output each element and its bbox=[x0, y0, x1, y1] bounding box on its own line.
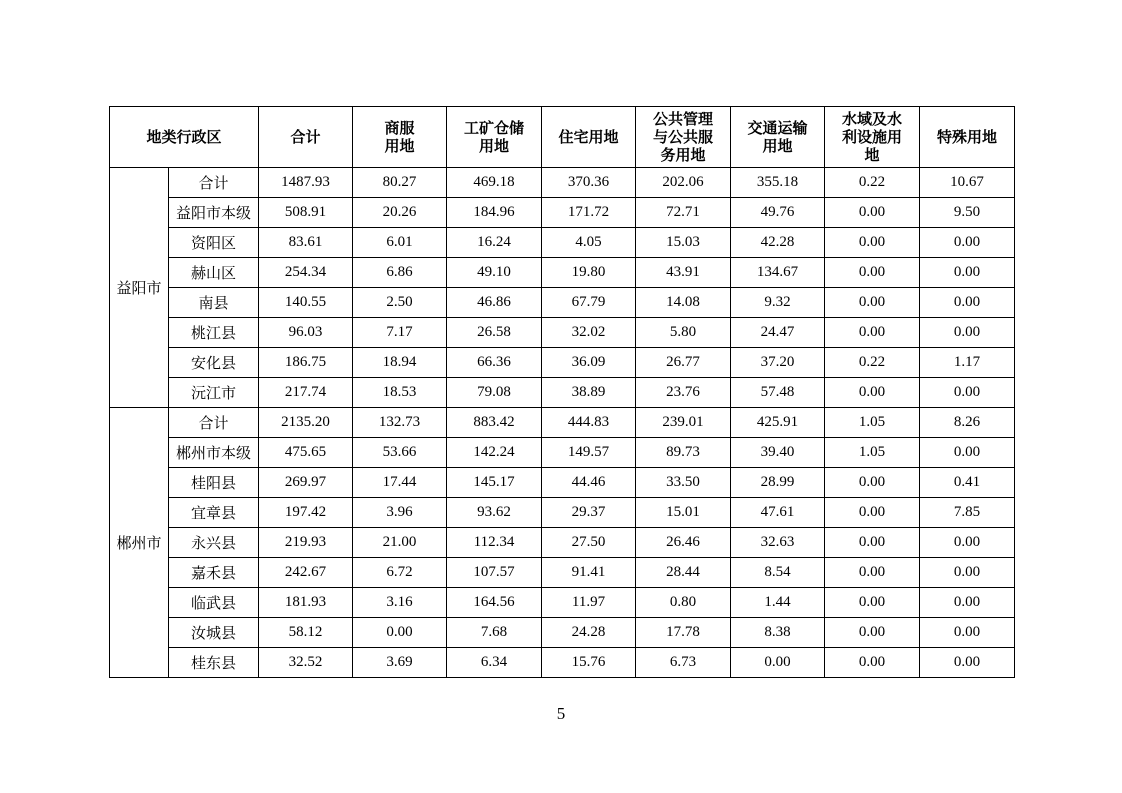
value-cell: 1.44 bbox=[731, 588, 825, 618]
value-cell: 28.99 bbox=[731, 468, 825, 498]
value-cell: 6.72 bbox=[353, 558, 447, 588]
district-cell: 宜章县 bbox=[169, 498, 259, 528]
value-cell: 883.42 bbox=[447, 408, 542, 438]
value-cell: 444.83 bbox=[542, 408, 636, 438]
district-cell: 汝城县 bbox=[169, 618, 259, 648]
value-cell: 184.96 bbox=[447, 198, 542, 228]
value-cell: 0.00 bbox=[920, 318, 1015, 348]
value-cell: 0.00 bbox=[825, 258, 920, 288]
district-cell: 沅江市 bbox=[169, 378, 259, 408]
value-cell: 0.00 bbox=[920, 648, 1015, 678]
district-cell: 南县 bbox=[169, 288, 259, 318]
value-cell: 3.69 bbox=[353, 648, 447, 678]
value-cell: 9.50 bbox=[920, 198, 1015, 228]
value-cell: 24.28 bbox=[542, 618, 636, 648]
value-cell: 37.20 bbox=[731, 348, 825, 378]
table-row bbox=[110, 648, 1015, 678]
value-cell: 89.73 bbox=[636, 438, 731, 468]
district-cell: 桂阳县 bbox=[169, 468, 259, 498]
header-residential: 住宅用地 bbox=[542, 107, 636, 168]
value-cell: 508.91 bbox=[259, 198, 353, 228]
value-cell: 8.26 bbox=[920, 408, 1015, 438]
page-number: 5 bbox=[556, 704, 566, 723]
value-cell: 269.97 bbox=[259, 468, 353, 498]
value-cell: 142.24 bbox=[447, 438, 542, 468]
header-commercial: 商服 用地 bbox=[353, 107, 447, 168]
district-cell: 益阳市本级 bbox=[169, 198, 259, 228]
table-row bbox=[110, 558, 1015, 588]
table-row bbox=[110, 528, 1015, 558]
value-cell: 29.37 bbox=[542, 498, 636, 528]
value-cell: 217.74 bbox=[259, 378, 353, 408]
value-cell: 3.96 bbox=[353, 498, 447, 528]
value-cell: 47.61 bbox=[731, 498, 825, 528]
value-cell: 6.34 bbox=[447, 648, 542, 678]
table-row bbox=[110, 498, 1015, 528]
city-cell: 益阳市 bbox=[110, 168, 169, 408]
value-cell: 0.41 bbox=[920, 468, 1015, 498]
value-cell: 15.03 bbox=[636, 228, 731, 258]
value-cell: 0.00 bbox=[825, 468, 920, 498]
value-cell: 0.00 bbox=[920, 258, 1015, 288]
district-cell: 永兴县 bbox=[169, 528, 259, 558]
table-row bbox=[110, 258, 1015, 288]
table-row bbox=[110, 198, 1015, 228]
value-cell: 8.38 bbox=[731, 618, 825, 648]
value-cell: 0.00 bbox=[825, 318, 920, 348]
table-row bbox=[110, 438, 1015, 468]
district-cell: 资阳区 bbox=[169, 228, 259, 258]
value-cell: 4.05 bbox=[542, 228, 636, 258]
table-row bbox=[110, 318, 1015, 348]
value-cell: 17.44 bbox=[353, 468, 447, 498]
header-special: 特殊用地 bbox=[920, 107, 1015, 168]
table-row bbox=[110, 588, 1015, 618]
value-cell: 0.00 bbox=[920, 558, 1015, 588]
value-cell: 93.62 bbox=[447, 498, 542, 528]
value-cell: 1.05 bbox=[825, 408, 920, 438]
district-cell: 桃江县 bbox=[169, 318, 259, 348]
value-cell: 43.91 bbox=[636, 258, 731, 288]
value-cell: 3.16 bbox=[353, 588, 447, 618]
value-cell: 42.28 bbox=[731, 228, 825, 258]
value-cell: 1487.93 bbox=[259, 168, 353, 198]
value-cell: 355.18 bbox=[731, 168, 825, 198]
value-cell: 32.52 bbox=[259, 648, 353, 678]
value-cell: 0.00 bbox=[825, 288, 920, 318]
district-cell: 嘉禾县 bbox=[169, 558, 259, 588]
value-cell: 186.75 bbox=[259, 348, 353, 378]
value-cell: 26.58 bbox=[447, 318, 542, 348]
value-cell: 39.40 bbox=[731, 438, 825, 468]
value-cell: 0.00 bbox=[920, 618, 1015, 648]
value-cell: 32.63 bbox=[731, 528, 825, 558]
value-cell: 242.67 bbox=[259, 558, 353, 588]
table-row bbox=[110, 408, 1015, 438]
value-cell: 28.44 bbox=[636, 558, 731, 588]
value-cell: 80.27 bbox=[353, 168, 447, 198]
value-cell: 38.89 bbox=[542, 378, 636, 408]
value-cell: 145.17 bbox=[447, 468, 542, 498]
header-total: 合计 bbox=[259, 107, 353, 168]
value-cell: 57.48 bbox=[731, 378, 825, 408]
district-cell: 郴州市本级 bbox=[169, 438, 259, 468]
header-transport: 交通运输 用地 bbox=[731, 107, 825, 168]
value-cell: 20.26 bbox=[353, 198, 447, 228]
value-cell: 9.32 bbox=[731, 288, 825, 318]
value-cell: 49.76 bbox=[731, 198, 825, 228]
value-cell: 197.42 bbox=[259, 498, 353, 528]
value-cell: 171.72 bbox=[542, 198, 636, 228]
district-cell: 合计 bbox=[169, 168, 259, 198]
value-cell: 16.24 bbox=[447, 228, 542, 258]
value-cell: 11.97 bbox=[542, 588, 636, 618]
value-cell: 0.00 bbox=[825, 228, 920, 258]
value-cell: 32.02 bbox=[542, 318, 636, 348]
value-cell: 1.17 bbox=[920, 348, 1015, 378]
value-cell: 7.68 bbox=[447, 618, 542, 648]
value-cell: 1.05 bbox=[825, 438, 920, 468]
value-cell: 96.03 bbox=[259, 318, 353, 348]
value-cell: 27.50 bbox=[542, 528, 636, 558]
value-cell: 0.00 bbox=[920, 588, 1015, 618]
value-cell: 0.00 bbox=[353, 618, 447, 648]
header-region: 地类行政区 bbox=[110, 107, 259, 168]
value-cell: 0.00 bbox=[920, 528, 1015, 558]
table-row bbox=[110, 618, 1015, 648]
value-cell: 33.50 bbox=[636, 468, 731, 498]
value-cell: 469.18 bbox=[447, 168, 542, 198]
value-cell: 107.57 bbox=[447, 558, 542, 588]
value-cell: 14.08 bbox=[636, 288, 731, 318]
value-cell: 0.00 bbox=[825, 618, 920, 648]
value-cell: 0.00 bbox=[920, 228, 1015, 258]
value-cell: 21.00 bbox=[353, 528, 447, 558]
header-industrial: 工矿仓储 用地 bbox=[447, 107, 542, 168]
value-cell: 15.76 bbox=[542, 648, 636, 678]
value-cell: 26.46 bbox=[636, 528, 731, 558]
value-cell: 0.00 bbox=[825, 588, 920, 618]
header-water: 水域及水 利设施用 地 bbox=[825, 107, 920, 168]
value-cell: 19.80 bbox=[542, 258, 636, 288]
table-row bbox=[110, 228, 1015, 258]
value-cell: 112.34 bbox=[447, 528, 542, 558]
city-cell: 郴州市 bbox=[110, 408, 169, 678]
value-cell: 49.10 bbox=[447, 258, 542, 288]
value-cell: 7.17 bbox=[353, 318, 447, 348]
value-cell: 18.94 bbox=[353, 348, 447, 378]
table-row bbox=[110, 468, 1015, 498]
value-cell: 219.93 bbox=[259, 528, 353, 558]
value-cell: 44.46 bbox=[542, 468, 636, 498]
value-cell: 6.01 bbox=[353, 228, 447, 258]
value-cell: 0.22 bbox=[825, 168, 920, 198]
value-cell: 0.00 bbox=[825, 648, 920, 678]
value-cell: 475.65 bbox=[259, 438, 353, 468]
value-cell: 17.78 bbox=[636, 618, 731, 648]
value-cell: 370.36 bbox=[542, 168, 636, 198]
district-cell: 安化县 bbox=[169, 348, 259, 378]
value-cell: 202.06 bbox=[636, 168, 731, 198]
value-cell: 23.76 bbox=[636, 378, 731, 408]
value-cell: 0.00 bbox=[920, 378, 1015, 408]
district-cell: 赫山区 bbox=[169, 258, 259, 288]
value-cell: 2135.20 bbox=[259, 408, 353, 438]
value-cell: 26.77 bbox=[636, 348, 731, 378]
value-cell: 181.93 bbox=[259, 588, 353, 618]
value-cell: 0.00 bbox=[731, 648, 825, 678]
district-cell: 合计 bbox=[169, 408, 259, 438]
value-cell: 0.00 bbox=[825, 498, 920, 528]
table-body bbox=[110, 168, 1015, 678]
value-cell: 132.73 bbox=[353, 408, 447, 438]
value-cell: 24.47 bbox=[731, 318, 825, 348]
value-cell: 8.54 bbox=[731, 558, 825, 588]
table-row bbox=[110, 348, 1015, 378]
value-cell: 67.79 bbox=[542, 288, 636, 318]
value-cell: 0.80 bbox=[636, 588, 731, 618]
value-cell: 15.01 bbox=[636, 498, 731, 528]
value-cell: 6.73 bbox=[636, 648, 731, 678]
value-cell: 2.50 bbox=[353, 288, 447, 318]
value-cell: 239.01 bbox=[636, 408, 731, 438]
value-cell: 0.00 bbox=[920, 438, 1015, 468]
value-cell: 149.57 bbox=[542, 438, 636, 468]
value-cell: 72.71 bbox=[636, 198, 731, 228]
value-cell: 0.00 bbox=[825, 378, 920, 408]
header-public: 公共管理 与公共服 务用地 bbox=[636, 107, 731, 168]
value-cell: 0.00 bbox=[825, 558, 920, 588]
value-cell: 58.12 bbox=[259, 618, 353, 648]
value-cell: 164.56 bbox=[447, 588, 542, 618]
value-cell: 0.00 bbox=[825, 198, 920, 228]
value-cell: 7.85 bbox=[920, 498, 1015, 528]
value-cell: 0.00 bbox=[825, 528, 920, 558]
value-cell: 0.00 bbox=[920, 288, 1015, 318]
table-row bbox=[110, 288, 1015, 318]
value-cell: 91.41 bbox=[542, 558, 636, 588]
table-row bbox=[110, 168, 1015, 198]
land-use-table bbox=[109, 106, 1015, 678]
value-cell: 425.91 bbox=[731, 408, 825, 438]
header-row bbox=[110, 107, 1015, 168]
value-cell: 134.67 bbox=[731, 258, 825, 288]
value-cell: 6.86 bbox=[353, 258, 447, 288]
district-cell: 桂东县 bbox=[169, 648, 259, 678]
value-cell: 79.08 bbox=[447, 378, 542, 408]
value-cell: 53.66 bbox=[353, 438, 447, 468]
value-cell: 140.55 bbox=[259, 288, 353, 318]
value-cell: 66.36 bbox=[447, 348, 542, 378]
value-cell: 0.22 bbox=[825, 348, 920, 378]
value-cell: 46.86 bbox=[447, 288, 542, 318]
district-cell: 临武县 bbox=[169, 588, 259, 618]
value-cell: 5.80 bbox=[636, 318, 731, 348]
value-cell: 36.09 bbox=[542, 348, 636, 378]
value-cell: 83.61 bbox=[259, 228, 353, 258]
value-cell: 10.67 bbox=[920, 168, 1015, 198]
table-row bbox=[110, 378, 1015, 408]
value-cell: 18.53 bbox=[353, 378, 447, 408]
value-cell: 254.34 bbox=[259, 258, 353, 288]
